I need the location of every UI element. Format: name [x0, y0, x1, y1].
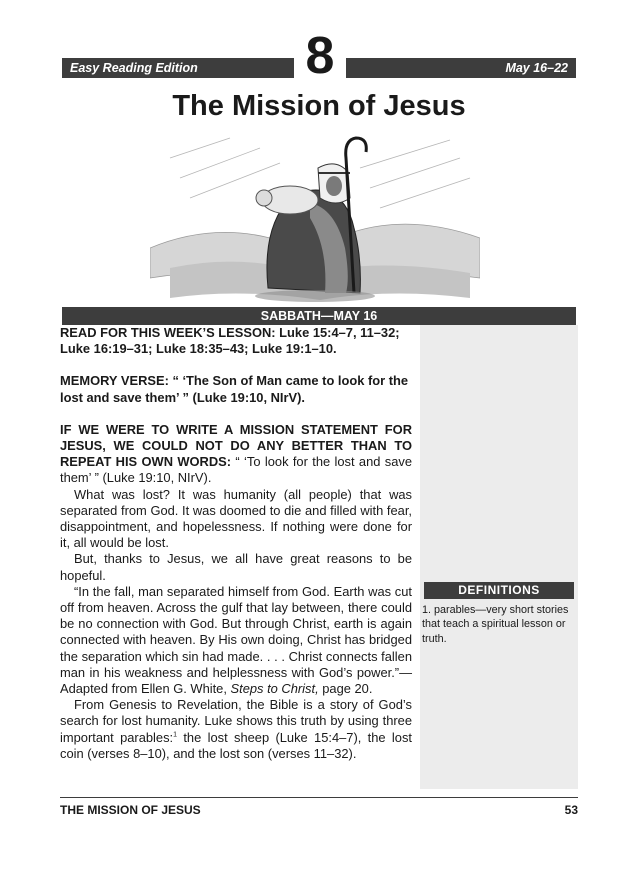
- definitions-heading: DEFINITIONS: [424, 582, 574, 599]
- quote-text: “In the fall, man separated himself from God. Earth was cut off from heaven. Across the gulf that lay between, there could be no connection with God. But through Christ, earth is again connected with heaven. By His own doing, Christ has bridged the separation which sin had made. . . . Christ connects fallen man in his weakness and helplessness with God’s power.”—Adapted from Ellen G. White,: [60, 583, 412, 697]
- footer-title: THE MISSION OF JESUS: [60, 803, 201, 817]
- intro-rest-text: “ ‘To look for the lost and save them’ ” (Luke 19:10, NIrV).: [60, 454, 412, 486]
- day-heading: SABBATH—MAY 16: [62, 307, 576, 325]
- lesson-number: 8: [305, 27, 335, 85]
- footer-rule: [60, 797, 578, 798]
- paragraph-4: [60, 697, 412, 762]
- parables-text: From Genesis to Revelation, the Bible is a story of God’s search for lost humanity. Luke shows this truth by using three important parables:: [60, 697, 412, 745]
- page-number: 53: [564, 803, 578, 817]
- shepherd-carrying-lamb-icon: [150, 128, 480, 306]
- paragraph-3: [60, 584, 412, 697]
- lesson-dates: May 16–22: [346, 58, 576, 78]
- edition-label: Easy Reading Edition: [62, 58, 294, 78]
- memory-verse: MEMORY VERSE: “ ‘The Son of Man came to look for the lost and save them’ ” (Luke 19:10, NIrV).: [60, 373, 409, 405]
- definitions-sidebar: [420, 325, 578, 789]
- paragraph-1: What was lost? It was humanity (all people) that was separated from God. It was doomed to die and filled with fear, disappointment, and hopelessness. If nothing were done for it, all would be lost.: [60, 486, 412, 551]
- parables-list: the lost sheep (Luke 15:4–7), the lost coin (verses 8–10), and the lost son (verses 11–32).: [60, 729, 412, 761]
- intro-bold-text: IF WE WERE TO WRITE A MISSION STATEMENT FOR JESUS, WE COULD NOT DO ANY BETTER THAN TO REPEAT HIS OWN WORDS:: [60, 421, 412, 470]
- intro-paragraph: [60, 422, 412, 487]
- read-for-lesson: READ FOR THIS WEEK’S LESSON: Luke 15:4–7, 11–32; Luke 16:19–31; Luke 18:35–43; Luke 19:1–10.: [60, 325, 400, 357]
- paragraph-2: But, thanks to Jesus, we all have great reasons to be hopeful.: [60, 551, 412, 583]
- book-title: Steps to Christ,: [230, 681, 319, 697]
- quote-citation: page 20.: [318, 681, 373, 697]
- lesson-body: [60, 325, 412, 762]
- definition-item: 1. parables—very short stories that teach a spiritual lesson or truth.: [422, 604, 569, 645]
- page-title: The Mission of Jesus: [172, 90, 466, 122]
- footnote-ref: 1: [173, 731, 178, 739]
